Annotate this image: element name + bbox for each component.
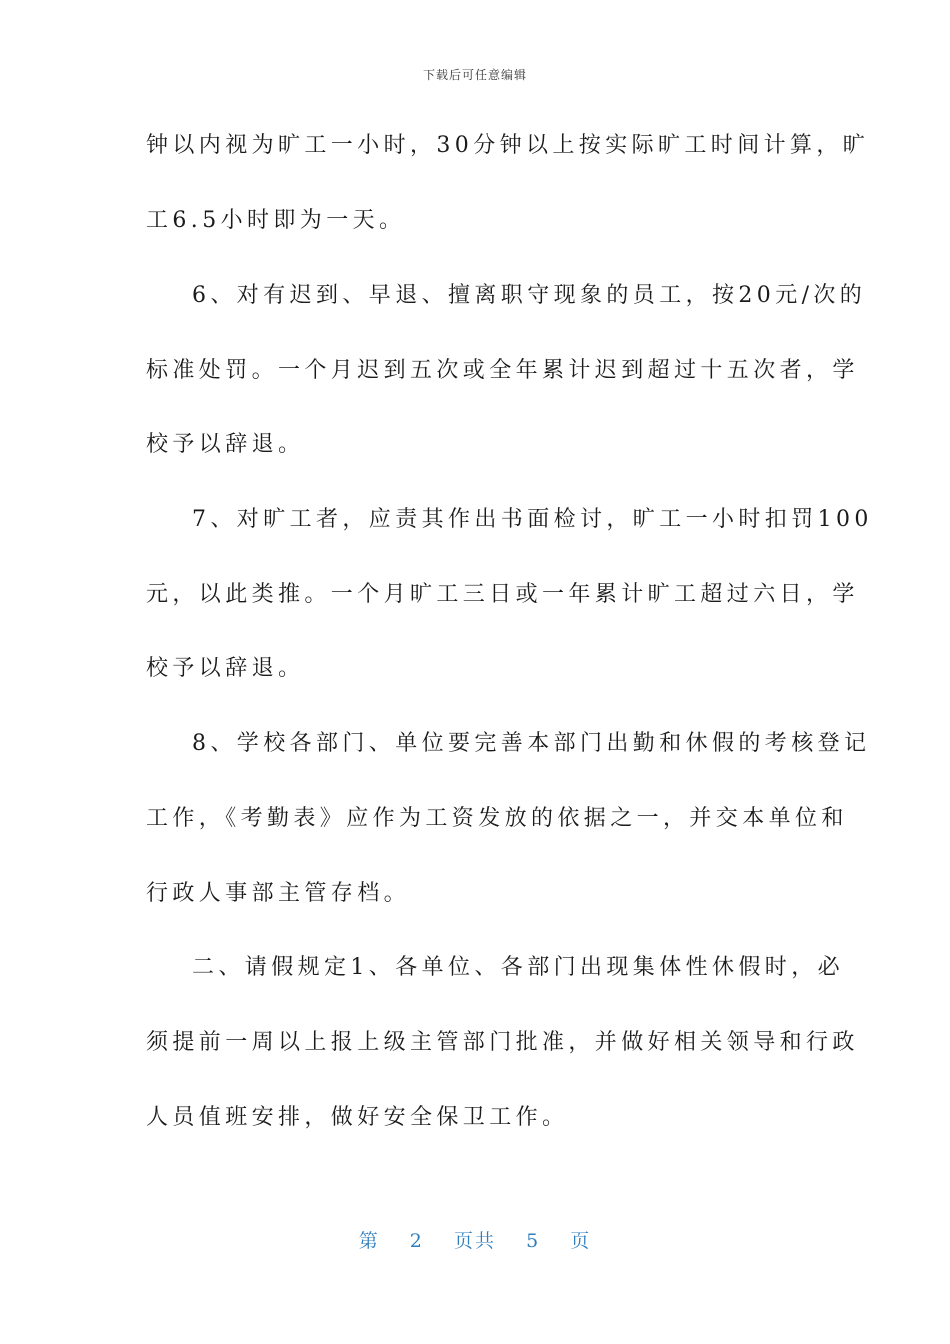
text-line-paragraph-start: 7、对旷工者，应责其作出书面检讨，旷工一小时扣罚100 <box>192 507 873 532</box>
text-line: 工6.5小时即为一天。 <box>146 208 406 233</box>
footer-prefix: 第 <box>358 1230 380 1252</box>
text-line: 人员值班安排，做好安全保卫工作。 <box>146 1105 569 1130</box>
text-line: 校予以辞退。 <box>146 432 305 457</box>
footer-middle: 页共 <box>453 1230 496 1252</box>
text-line: 标准处罚。一个月迟到五次或全年累计迟到超过十五次者，学 <box>146 358 859 383</box>
text-line: 工作，《考勤表》应作为工资发放的依据之一，并交本单位和 <box>146 806 848 831</box>
text-line: 元，以此类推。一个月旷工三日或一年累计旷工超过六日，学 <box>146 582 859 607</box>
text-line: 须提前一周以上报上级主管部门批准，并做好相关领导和行政 <box>146 1030 859 1055</box>
text-line: 行政人事部主管存档。 <box>146 881 411 906</box>
footer-suffix: 页 <box>570 1230 592 1252</box>
page-number-footer <box>0 1226 950 1253</box>
text-line: 钟以内视为旷工一小时，30分钟以上按实际旷工时间计算，旷 <box>146 133 870 158</box>
total-pages-number: 5 <box>526 1230 541 1252</box>
text-line-paragraph-start: 6、对有迟到、早退、擅离职守现象的员工，按20元/次的 <box>192 283 867 308</box>
page-header-note: 下载后可任意编辑 <box>422 68 527 82</box>
current-page-number: 2 <box>409 1230 424 1252</box>
text-line-paragraph-start: 8、学校各部门、单位要完善本部门出勤和休假的考核登记 <box>192 731 871 756</box>
text-line: 校予以辞退。 <box>146 656 305 681</box>
text-line-paragraph-start: 二、请假规定1、各单位、各部门出现集体性休假时，必 <box>192 955 844 980</box>
